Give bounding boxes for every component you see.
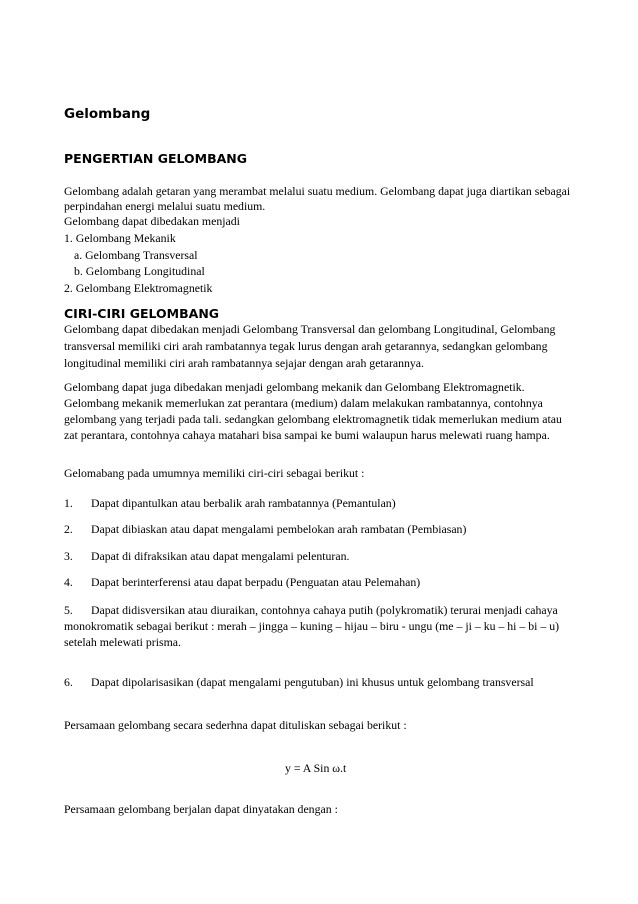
item-text: Dapat didisversikan atau diuraikan, contohnya cahaya putih (polykromatik) terurai menjadi cahaya (91, 603, 558, 617)
section-heading-pengertian: PENGERTIAN GELOMBANG (64, 151, 247, 166)
list-intro: Gelomabang pada umumnya memiliki ciri-ciri sebagai berikut : (64, 466, 365, 480)
item-text: Dapat dipolarisasikan (dapat mengalami pengutuban) ini khusus untuk gelombang transversal (91, 675, 534, 689)
item-text-continued: setelah melewati prisma. (64, 635, 181, 649)
list-item: 1. Gelombang Mekanik (64, 231, 176, 245)
paragraph-line: Gelombang dapat juga dibedakan menjadi gelombang mekanik dan Gelombang Elektromagnetik. (64, 380, 525, 394)
list-subitem: a. Gelombang Transversal (74, 248, 198, 262)
travelling-wave-intro: Persamaan gelombang berjalan dapat dinyatakan dengan : (64, 802, 338, 816)
item-text: Dapat di difraksikan atau dapat mengalami pelenturan. (91, 549, 350, 563)
document-title: Gelombang (64, 106, 151, 122)
paragraph-line: Gelombang adalah getaran yang merambat melalui suatu medium. Gelombang dapat juga diartikan sebagai (64, 184, 571, 198)
list-item: 2. Gelombang Elektromagnetik (64, 281, 213, 295)
item-number: 2. (64, 522, 73, 536)
paragraph-line: transversal memiliki ciri arah rambatannya tegak lurus dengan arah getarannya, sedangkan gelombang (64, 339, 548, 353)
paragraph-line: gelombang yang terjadi pada tali. sedangkan gelombang elektromagnetik tidak memerlukan medium atau (64, 412, 562, 426)
item-text-continued: monokromatik sebagai berikut : merah – jingga – kuning – hijau – biru - ungu (me – ji – ku – hi – bi – u) (64, 619, 560, 633)
paragraph-line: longitudinal memiliki ciri arah rambatannya sejajar dengan arah getarannya. (64, 356, 424, 370)
section-heading-ciri-ciri: CIRI-CIRI GELOMBANG (64, 306, 220, 321)
equation-intro: Persamaan gelombang secara sederhna dapat dituliskan sebagai berikut : (64, 718, 407, 732)
list-subitem: b. Gelombang Longitudinal (74, 264, 205, 278)
item-text: Dapat dipantulkan atau berbalik arah rambatannya (Pemantulan) (91, 496, 396, 510)
item-number: 3. (64, 549, 73, 563)
item-number: 5. (64, 603, 73, 617)
paragraph-line: Gelombang mekanik memerlukan zat perantara (medium) dalam melakukan rambatannya, contohnya (64, 396, 543, 410)
paragraph-line: Gelombang dapat dibedakan menjadi Gelombang Transversal dan gelombang Longitudinal, Gelombang (64, 322, 556, 336)
item-number: 6. (64, 675, 73, 689)
paragraph-line: perpindahan energi melalui suatu medium. (64, 199, 266, 213)
item-text: Dapat dibiaskan atau dapat mengalami pembelokan arah rambatan (Pembiasan) (91, 522, 467, 536)
paragraph-line: zat perantara, contohnya cahaya matahari bisa sampai ke bumi walaupun harus melewati ruang hampa. (64, 428, 550, 442)
paragraph-line: Gelombang dapat dibedakan menjadi (64, 214, 240, 228)
item-text: Dapat berinterferensi atau dapat berpadu (Penguatan atau Pelemahan) (91, 575, 421, 589)
wave-equation: y = A Sin ω.t (285, 761, 347, 775)
item-number: 1. (64, 496, 73, 510)
item-number: 4. (64, 575, 73, 589)
